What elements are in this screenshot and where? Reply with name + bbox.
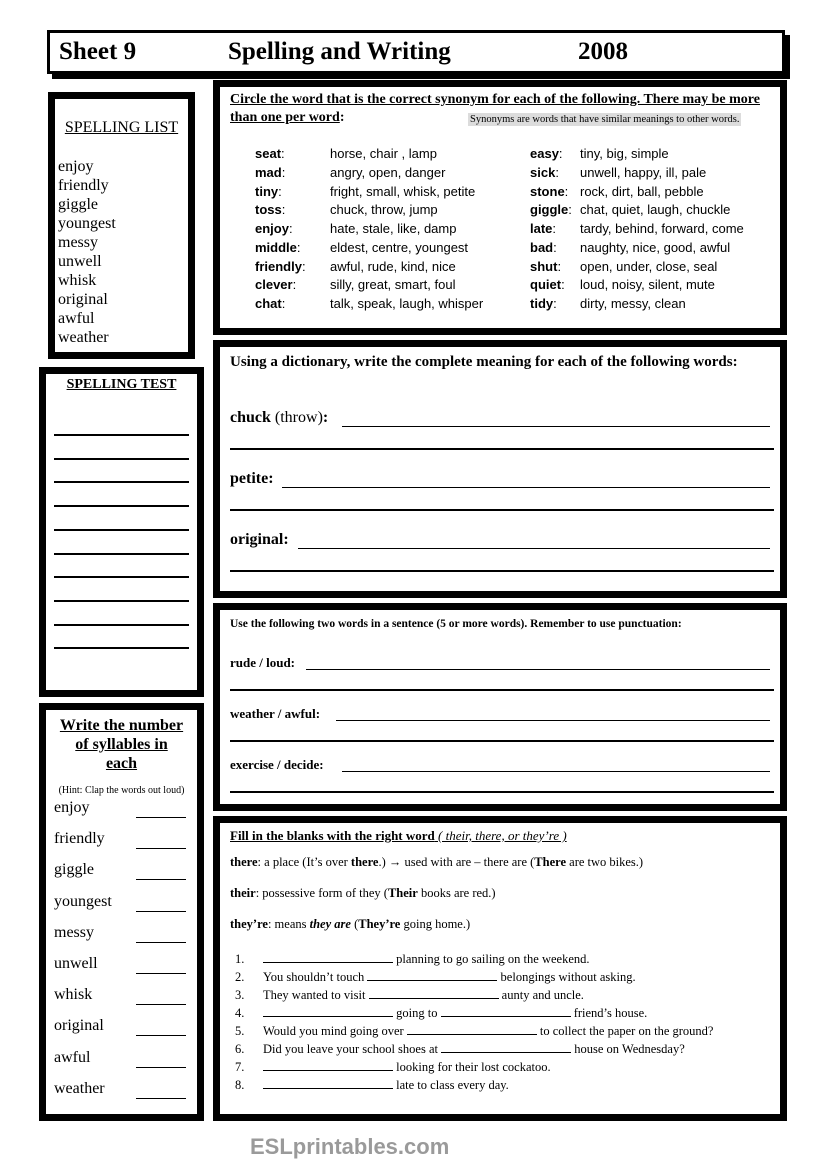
syllable-row <box>54 1049 194 1071</box>
syllables-box <box>39 703 204 1121</box>
fill-in-sentence <box>235 1022 775 1040</box>
synonym-options[interactable]: fright, small, whisk, petite <box>330 183 476 199</box>
synonym-row <box>255 258 525 277</box>
sentence-text <box>263 1004 647 1022</box>
syllable-answer-blank[interactable] <box>136 1067 186 1068</box>
syllables-title-line: each <box>105 755 138 772</box>
synonym-target-word: tidy <box>530 296 554 311</box>
spelling-word: weather <box>58 329 109 346</box>
synonym-target-word: friendly <box>255 258 302 274</box>
synonym-target-word: mad <box>255 164 282 180</box>
synonyms-left-column <box>255 145 525 314</box>
sentence-number: 5. <box>235 1024 245 1038</box>
synonym-row <box>255 276 525 295</box>
synonym-options[interactable]: talk, speak, laugh, whisper <box>330 296 484 311</box>
sentence-item <box>230 706 770 742</box>
syllable-word: friendly <box>54 830 105 848</box>
sentence-words: weather / awful: <box>230 706 321 721</box>
sentence-number: 8. <box>235 1078 245 1092</box>
synonym-target-word: easy <box>530 146 559 161</box>
answer-line[interactable] <box>306 669 770 670</box>
sentence-text <box>263 986 584 1004</box>
sentence-item <box>230 757 770 793</box>
dictionary-word: original: <box>230 531 289 548</box>
dictionary-word-colon: : <box>322 409 329 426</box>
definition-example-bold: They’re <box>358 917 401 931</box>
definition-their <box>230 885 496 901</box>
synonym-target-word: quiet <box>530 277 562 293</box>
spelling-test-answer-line[interactable] <box>54 553 189 555</box>
definition-text: : possessive form of they ( <box>255 886 388 900</box>
syllables-title-line: Write the number <box>59 717 184 734</box>
definition-text: .) → used with are – there are ( <box>378 855 535 869</box>
syllable-row <box>54 1017 194 1039</box>
colon: : <box>564 183 569 199</box>
answer-line[interactable] <box>230 740 774 742</box>
answer-blank[interactable] <box>263 1004 393 1017</box>
synonym-row <box>255 220 525 239</box>
synonym-label <box>530 239 557 258</box>
synonym-label <box>255 258 306 277</box>
sentence-words: rude / loud: <box>230 655 296 670</box>
syllable-answer-blank[interactable] <box>136 879 186 880</box>
dictionary-item <box>230 531 770 573</box>
fill-in-title-main: Fill in the blanks with the right word <box>230 828 435 843</box>
synonym-row <box>255 239 525 258</box>
sentence-text <box>263 950 590 968</box>
fill-in-title-options: ( their, there, or they’re ) <box>434 828 567 843</box>
definition-theyre <box>230 916 470 932</box>
synonym-label <box>255 164 285 183</box>
synonyms-box <box>213 80 787 335</box>
answer-blank[interactable] <box>441 1040 571 1053</box>
answer-line[interactable] <box>230 570 774 572</box>
synonym-row <box>530 183 775 202</box>
syllable-row <box>54 893 194 915</box>
syllable-answer-blank[interactable] <box>136 911 186 912</box>
spelling-test-answer-line[interactable] <box>54 624 189 626</box>
synonym-row <box>530 295 775 314</box>
synonym-target-word: seat <box>255 146 282 161</box>
synonym-options[interactable]: chat, quiet, laugh, chuckle <box>580 202 731 218</box>
syllable-row <box>54 955 194 977</box>
answer-line[interactable] <box>336 720 770 721</box>
synonym-row <box>255 164 525 183</box>
synonym-target-word: shut <box>530 258 558 274</box>
synonym-target-word: chat <box>255 296 282 311</box>
definition-text: : a place (It’s over <box>257 855 351 869</box>
sentence-middle: house on Wednesday? <box>571 1042 685 1056</box>
synonym-row <box>530 220 775 239</box>
sentence-before: Did you leave your school shoes at <box>263 1042 442 1056</box>
fill-in-sentence <box>235 968 775 986</box>
definition-example-bold: there <box>350 855 379 869</box>
sentence-number: 1. <box>235 952 245 966</box>
definition-term: their <box>230 886 256 900</box>
answer-blank[interactable] <box>441 1004 571 1017</box>
sheet-number: Sheet 9 <box>59 38 137 65</box>
syllable-row <box>54 861 194 883</box>
synonym-options[interactable]: eldest, centre, youngest <box>330 239 469 255</box>
definition-term: there <box>230 855 258 869</box>
synonyms-right-column <box>530 145 775 314</box>
synonym-row <box>255 183 525 202</box>
synonym-row <box>530 164 775 183</box>
answer-line[interactable] <box>230 689 774 691</box>
synonym-label <box>255 239 301 258</box>
spelling-list-title: SPELLING LIST <box>64 119 179 136</box>
colon: : <box>292 277 297 293</box>
sentence-text <box>263 1058 551 1076</box>
colon: : <box>301 258 306 274</box>
synonym-target-word: enjoy <box>255 221 289 236</box>
synonym-options[interactable]: open, under, close, seal <box>580 258 718 274</box>
syllable-answer-blank[interactable] <box>136 1004 186 1005</box>
syllable-answer-blank[interactable] <box>136 817 186 818</box>
synonym-target-word: middle <box>255 239 297 255</box>
spelling-word: youngest <box>58 215 116 232</box>
synonym-row <box>255 201 525 220</box>
synonym-label <box>255 295 285 314</box>
synonym-label <box>530 183 568 202</box>
answer-blank[interactable] <box>367 968 497 981</box>
colon: : <box>553 239 557 255</box>
dictionary-item <box>230 409 770 451</box>
answer-blank[interactable] <box>369 986 499 999</box>
definition-italic: they are <box>309 917 351 931</box>
fill-in-box <box>213 816 787 1121</box>
spelling-test-answer-line[interactable] <box>54 576 189 578</box>
syllable-row <box>54 986 194 1008</box>
sentence-text <box>263 1022 713 1040</box>
sentence-number: 6. <box>235 1042 245 1056</box>
synonym-target-word: clever <box>255 277 293 293</box>
colon: : <box>561 277 565 293</box>
colon: : <box>278 183 282 199</box>
sentence-middle: looking for their lost cockatoo. <box>393 1060 551 1074</box>
sentence-middle: going to <box>393 1006 441 1020</box>
fill-in-sentence <box>235 1058 775 1076</box>
syllable-row <box>54 799 194 821</box>
syllable-answer-blank[interactable] <box>136 942 186 943</box>
colon: : <box>281 146 285 161</box>
syllable-word: giggle <box>54 861 94 879</box>
colon: : <box>552 221 557 236</box>
answer-line[interactable] <box>342 426 770 427</box>
synonym-target-word: tiny <box>255 183 279 199</box>
fill-in-sentence <box>235 986 775 1004</box>
definition-text: : means <box>267 917 310 931</box>
synonym-row <box>530 201 775 220</box>
spelling-test-answer-line[interactable] <box>54 481 189 483</box>
colon: : <box>558 146 563 161</box>
colon: : <box>281 202 286 218</box>
synonym-target-word: stone <box>530 183 565 199</box>
synonym-label <box>255 276 296 295</box>
spelling-word: friendly <box>58 177 109 194</box>
sentence-before: They wanted to visit <box>263 988 369 1002</box>
fill-in-sentences <box>235 950 775 1094</box>
spelling-test-answer-line[interactable] <box>54 458 189 460</box>
answer-line[interactable] <box>342 771 770 772</box>
definition-example-bold: There <box>534 855 567 869</box>
synonym-target-word: sick <box>530 164 556 180</box>
synonym-label <box>530 201 572 220</box>
synonym-options[interactable]: awful, rude, kind, nice <box>330 258 456 274</box>
dictionary-instruction: Using a dictionary, write the complete meaning for each of the following words: <box>230 354 738 370</box>
spelling-word: awful <box>58 310 95 327</box>
fill-in-sentence <box>235 1004 775 1022</box>
synonym-options[interactable]: unwell, happy, ill, pale <box>580 164 707 180</box>
sentence-number: 3. <box>235 988 245 1002</box>
answer-line[interactable] <box>298 548 770 549</box>
synonym-target-word: giggle <box>530 202 569 218</box>
spelling-test-box <box>39 367 204 697</box>
sentence-middle: planning to go sailing on the weekend. <box>393 952 590 966</box>
fill-in-sentence <box>235 1040 775 1058</box>
syllable-answer-blank[interactable] <box>136 973 186 974</box>
syllable-word: whisk <box>54 986 93 1004</box>
sentences-box <box>213 603 787 811</box>
answer-blank[interactable] <box>263 1058 393 1071</box>
answer-blank[interactable] <box>407 1022 537 1035</box>
definition-text: are two bikes.) <box>566 855 644 869</box>
colon: : <box>281 164 286 180</box>
definition-example-bold: Their <box>387 886 418 900</box>
syllable-row <box>54 1080 194 1102</box>
spelling-word: giggle <box>58 196 98 213</box>
syllable-word: youngest <box>54 892 112 910</box>
definition-text: ( <box>350 917 359 931</box>
syllable-word: original <box>54 1017 104 1035</box>
syllables-title-line: of syllables in <box>75 736 168 753</box>
synonym-label <box>530 295 557 314</box>
spelling-word: unwell <box>58 253 102 270</box>
answer-blank[interactable] <box>263 1076 393 1089</box>
synonym-target-word: late <box>530 221 553 236</box>
syllable-word: awful <box>54 1048 91 1066</box>
synonym-options[interactable]: chuck, throw, jump <box>330 202 438 218</box>
sentence-text <box>263 968 636 986</box>
synonym-label <box>255 201 285 220</box>
sentence-before: You shouldn’t touch <box>263 970 368 984</box>
synonym-options[interactable]: angry, open, danger <box>330 164 446 180</box>
sentence-words: exercise / decide: <box>230 757 324 772</box>
synonym-row <box>530 145 775 164</box>
syllable-word: enjoy <box>54 799 90 816</box>
synonym-options[interactable]: dirty, messy, clean <box>580 296 686 311</box>
colon: : <box>557 258 562 274</box>
sentence-middle: to collect the paper on the ground? <box>536 1024 714 1038</box>
dictionary-word-note: (throw) <box>274 409 323 426</box>
syllable-word: unwell <box>54 955 98 972</box>
synonym-options[interactable]: silly, great, smart, foul <box>330 277 456 293</box>
synonym-options[interactable]: horse, chair , lamp <box>330 146 437 161</box>
colon: : <box>553 296 557 311</box>
dictionary-item <box>230 470 770 512</box>
spelling-test-answer-line[interactable] <box>54 505 189 507</box>
spelling-word: whisk <box>58 272 97 289</box>
synonym-options[interactable]: hate, stale, like, damp <box>330 221 457 236</box>
spelling-test-answer-line[interactable] <box>54 600 189 602</box>
sentence-number: 2. <box>235 970 245 984</box>
synonyms-instruction-text: Circle the word that is the correct synonym for each of the following. There may be more than one per word <box>230 92 760 125</box>
spelling-word: messy <box>58 234 98 251</box>
dictionary-word: petite: <box>230 470 274 487</box>
fill-in-sentence <box>235 950 775 968</box>
fill-in-title <box>230 828 567 844</box>
answer-line[interactable] <box>282 487 770 488</box>
worksheet-year: 2008 <box>578 38 628 65</box>
syllable-answer-blank[interactable] <box>136 1098 186 1099</box>
synonyms-instruction-colon: : <box>339 110 345 125</box>
colon: : <box>288 221 293 236</box>
syllables-hint: (Hint: Clap the words out loud) <box>58 785 185 796</box>
synonym-options[interactable]: tardy, behind, forward, come <box>580 221 744 236</box>
synonym-label <box>530 220 556 239</box>
synonym-row <box>255 145 525 164</box>
colon: : <box>568 202 572 218</box>
synonym-row <box>530 258 775 277</box>
syllable-word: messy <box>54 923 94 941</box>
colon: : <box>296 239 301 255</box>
synonym-label <box>255 183 282 202</box>
synonym-label <box>530 276 565 295</box>
sentence-middle: late to class every day. <box>393 1078 509 1092</box>
syllable-row <box>54 830 194 852</box>
answer-blank[interactable] <box>263 950 393 963</box>
spelling-test-title: SPELLING TEST <box>66 377 177 392</box>
colon: : <box>555 164 559 180</box>
dictionary-word <box>230 409 328 427</box>
synonym-label <box>255 145 285 164</box>
fill-in-sentence <box>235 1076 775 1094</box>
definition-term: they’re <box>230 917 268 931</box>
syllable-word: weather <box>54 1079 105 1097</box>
synonym-options[interactable]: rock, dirt, ball, pebble <box>580 183 704 199</box>
synonym-label <box>530 145 563 164</box>
worksheet-title: Spelling and Writing <box>228 38 451 65</box>
syllable-row <box>54 924 194 946</box>
syllable-answer-blank[interactable] <box>136 848 186 849</box>
synonym-row <box>530 239 775 258</box>
synonym-options[interactable]: loud, noisy, silent, mute <box>580 277 715 293</box>
synonym-target-word: bad <box>530 239 554 255</box>
worksheet-header <box>47 30 785 74</box>
sentence-text <box>263 1076 509 1094</box>
spelling-test-answer-line[interactable] <box>54 529 189 531</box>
sentence-after: friend’s house. <box>570 1006 648 1020</box>
sentence-text <box>263 1040 685 1058</box>
sentence-middle: aunty and uncle. <box>498 988 584 1002</box>
synonym-row <box>530 276 775 295</box>
definition-there <box>230 854 643 870</box>
sentence-before: Would you mind going over <box>263 1024 407 1038</box>
synonyms-note: Synonyms are words that have similar meanings to other words. <box>470 114 740 125</box>
sentence-number: 4. <box>235 1006 245 1020</box>
spelling-word: original <box>58 291 108 308</box>
watermark: ESLprintables.com <box>250 1134 450 1159</box>
syllables-title <box>46 716 197 773</box>
spelling-word: enjoy <box>58 158 94 175</box>
synonym-options[interactable]: naughty, nice, good, awful <box>580 239 731 255</box>
synonym-label <box>530 258 561 277</box>
sentences-instruction: Use the following two words in a sentence (5 or more words). Remember to use punctuation: <box>230 618 682 630</box>
syllable-answer-blank[interactable] <box>136 1035 186 1036</box>
synonym-options[interactable]: tiny, big, simple <box>580 146 669 161</box>
sentence-number: 7. <box>235 1060 245 1074</box>
definition-text: books are red.) <box>417 886 496 900</box>
spelling-word-list <box>58 157 116 347</box>
dictionary-word-text: chuck <box>230 409 271 426</box>
sentence-middle: belongings without asking. <box>497 970 636 984</box>
spelling-test-answer-line[interactable] <box>54 434 189 436</box>
answer-line[interactable] <box>230 509 774 511</box>
spelling-list-box <box>48 92 195 359</box>
spelling-test-answer-line[interactable] <box>54 647 189 649</box>
synonym-label <box>255 220 293 239</box>
synonym-target-word: toss <box>255 202 282 218</box>
synonym-row <box>255 295 525 314</box>
answer-line[interactable] <box>230 791 774 793</box>
sentence-item <box>230 655 770 691</box>
answer-line[interactable] <box>230 448 774 450</box>
synonym-label <box>530 164 559 183</box>
definition-text: going home.) <box>400 917 471 931</box>
dictionary-box <box>213 340 787 598</box>
colon: : <box>281 296 286 311</box>
